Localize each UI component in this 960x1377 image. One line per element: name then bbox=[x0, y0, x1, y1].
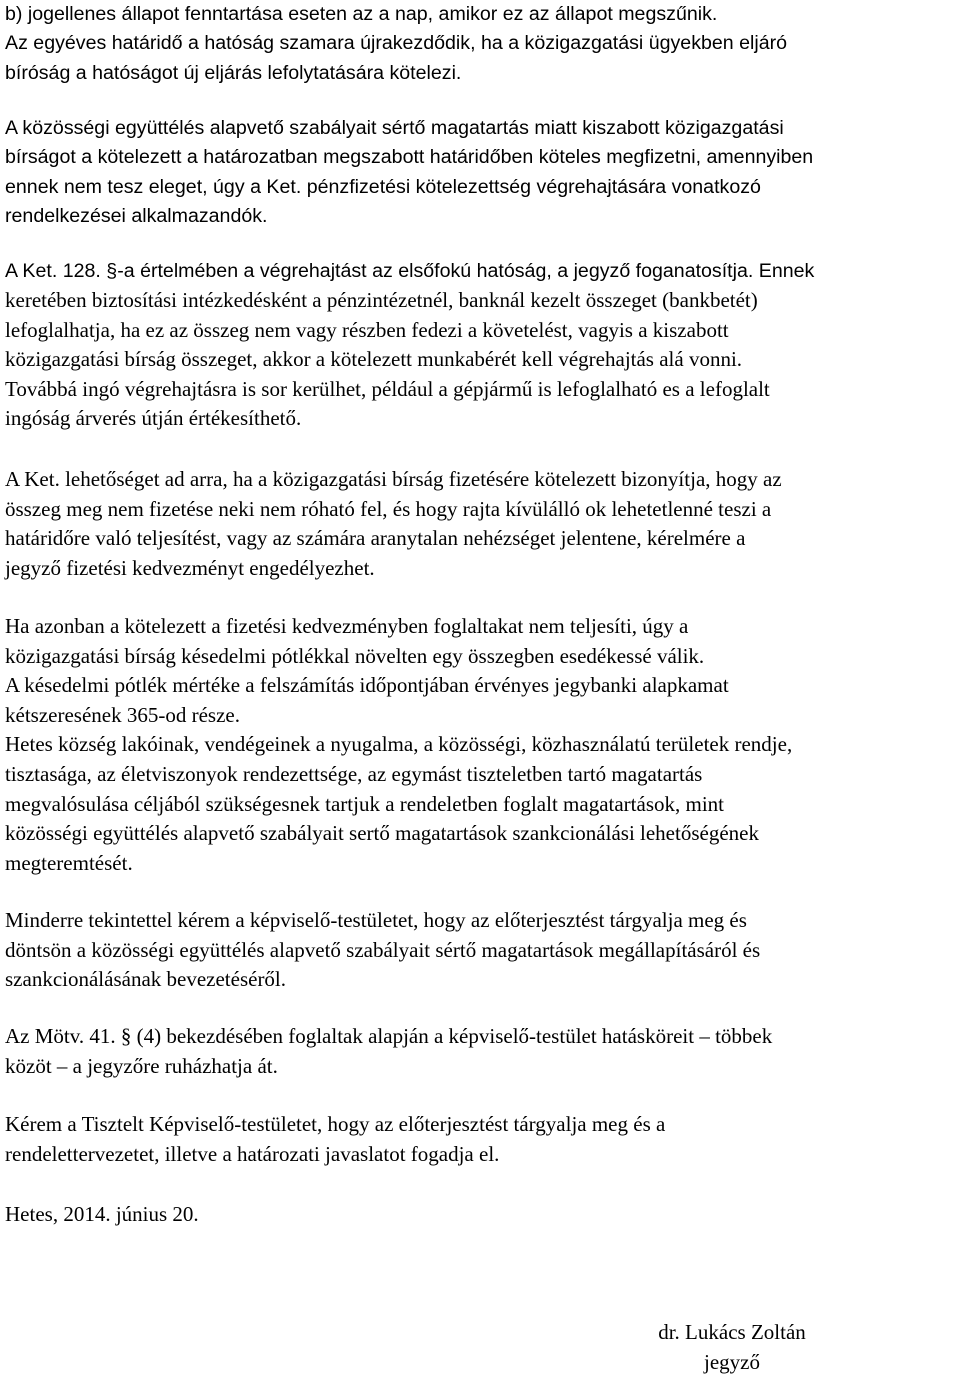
text-line: bíróság a hatóságot új eljárás lefolytatására kötelezi. bbox=[5, 61, 462, 84]
text-line: közigazgatási bírság összeget, akkor a kötelezett munkabérét kell végrehajtás alá vonni. bbox=[5, 347, 743, 372]
default-paragraph bbox=[5, 612, 792, 878]
text-line: Továbbá ingó végrehajtásra is sor kerülhet, például a gépjármű is lefoglalható es a lefoglalt bbox=[5, 376, 770, 401]
signature-name: dr. Lukács Zoltán bbox=[658, 1320, 806, 1344]
text-line: döntsön a közösségi együttélés alapvető szabályait sértő magatartások megállapításáról és bbox=[5, 937, 761, 962]
text-line: megteremtését. bbox=[5, 850, 133, 875]
text-line: keretében biztosítási intézkedésként a pénzintézetnél, banknál kezelt összeget (bankbetét) bbox=[5, 288, 758, 312]
relief-paragraph bbox=[5, 465, 782, 583]
request-paragraph bbox=[5, 906, 760, 995]
text-line: ingóság árverés útján értékesíthető. bbox=[5, 406, 302, 431]
closing-paragraph bbox=[5, 1110, 665, 1169]
text-line: Minderre tekintettel kérem a képviselő-testületet, hogy az előterjesztést tárgyalja meg és bbox=[5, 908, 747, 932]
intro-paragraph bbox=[5, 0, 787, 88]
text-line: összeg meg nem fizetése neki nem róható fel, és hogy rajta kívülálló ok lehetetlenné teszi a bbox=[5, 496, 772, 521]
text-line: lefoglalhatja, ha ez az összeg nem vagy részben fedezi a követelést, vagyis a kiszabott bbox=[5, 317, 729, 342]
text-line: tisztasága, az életviszonyok rendezettsége, az egymást tiszteletben tartó magatartás bbox=[5, 761, 703, 786]
text-line: határidőre való teljesítést, vagy az számára aranytalan nehézséget jelentene, kérelmére a bbox=[5, 526, 746, 551]
enforcement-paragraph bbox=[5, 257, 814, 286]
text-line: rendelettervezetet, illetve a határozati javaslatot fogadja el. bbox=[5, 1141, 500, 1166]
text-line: közigazgatási bírság késedelmi pótlékkal növelten egy összegben esedékessé válik. bbox=[5, 643, 705, 668]
text-line: közösségi együttélés alapvető szabályait sertő magatartások szankcionálási lehetőségének bbox=[5, 821, 759, 846]
text-line: A Ket. 128. §-a értelmében a végrehajtást az elsőfokú hatóság, a jegyző foganatosítja. Ennek bbox=[5, 260, 815, 282]
text-line: b) jogellenes állapot fenntartása eseten az a nap, amikor ez az állapot megszűnik. bbox=[5, 3, 718, 25]
text-line: szankcionálásának bevezetéséről. bbox=[5, 967, 287, 992]
text-line: kétszeresének 365-od része. bbox=[5, 702, 240, 727]
text-line: Az egyéves határidő a hatóság szamara újrakezdődik, ha a közigazgatási ügyekben eljáró bbox=[5, 32, 788, 55]
text-line: A késedelmi pótlék mértéke a felszámítás időpontjában érvényes jegybanki alapkamat bbox=[5, 673, 729, 698]
place-date: Hetes, 2014. június 20. bbox=[5, 1202, 199, 1226]
text-line: megvalósulása céljából szükségesnek tartjuk a rendeletben foglalt magatartások, mint bbox=[5, 791, 725, 816]
enforcement-paragraph-cont bbox=[5, 286, 770, 434]
delegation-paragraph bbox=[5, 1022, 772, 1081]
text-line: Az Mötv. 41. § (4) bekezdésében foglaltak alapján a képviselő-testület hatásköreit – többek bbox=[5, 1024, 773, 1048]
text-line: rendelkezései alkalmazandók. bbox=[5, 205, 268, 228]
text-line: A Ket. lehetőséget ad arra, ha a közigazgatási bírság fizetésére kötelezett bizonyítja, hogy az bbox=[5, 467, 782, 491]
text-line: jegyző fizetési kedvezményt engedélyezhet. bbox=[5, 555, 375, 580]
text-line: A közösségi együttélés alapvető szabályait sértő magatartás miatt kiszabott közigazgatási bbox=[5, 117, 784, 139]
text-line: Kérem a Tisztelt Képviselő-testületet, hogy az előterjesztést tárgyalja meg és a bbox=[5, 1112, 666, 1136]
text-line: Hetes község lakóinak, vendégeinek a nyugalma, a közösségi, közhasználatú területek rendje, bbox=[5, 732, 793, 757]
text-line: bírságot a kötelezett a határozatban megszabott határidőben köteles megfizetni, amennyiben bbox=[5, 146, 814, 169]
text-line: közöt – a jegyzőre ruházhatja át. bbox=[5, 1053, 278, 1078]
text-line: Ha azonban a kötelezett a fizetési kedvezményben foglaltakat nem teljesíti, úgy a bbox=[5, 614, 689, 638]
fine-paragraph bbox=[5, 114, 813, 232]
signature-block bbox=[632, 1318, 832, 1377]
signature-title: jegyző bbox=[704, 1349, 760, 1374]
text-line: ennek nem tesz eleget, úgy a Ket. pénzfizetési kötelezettség végrehajtására vonatkozó bbox=[5, 175, 761, 198]
